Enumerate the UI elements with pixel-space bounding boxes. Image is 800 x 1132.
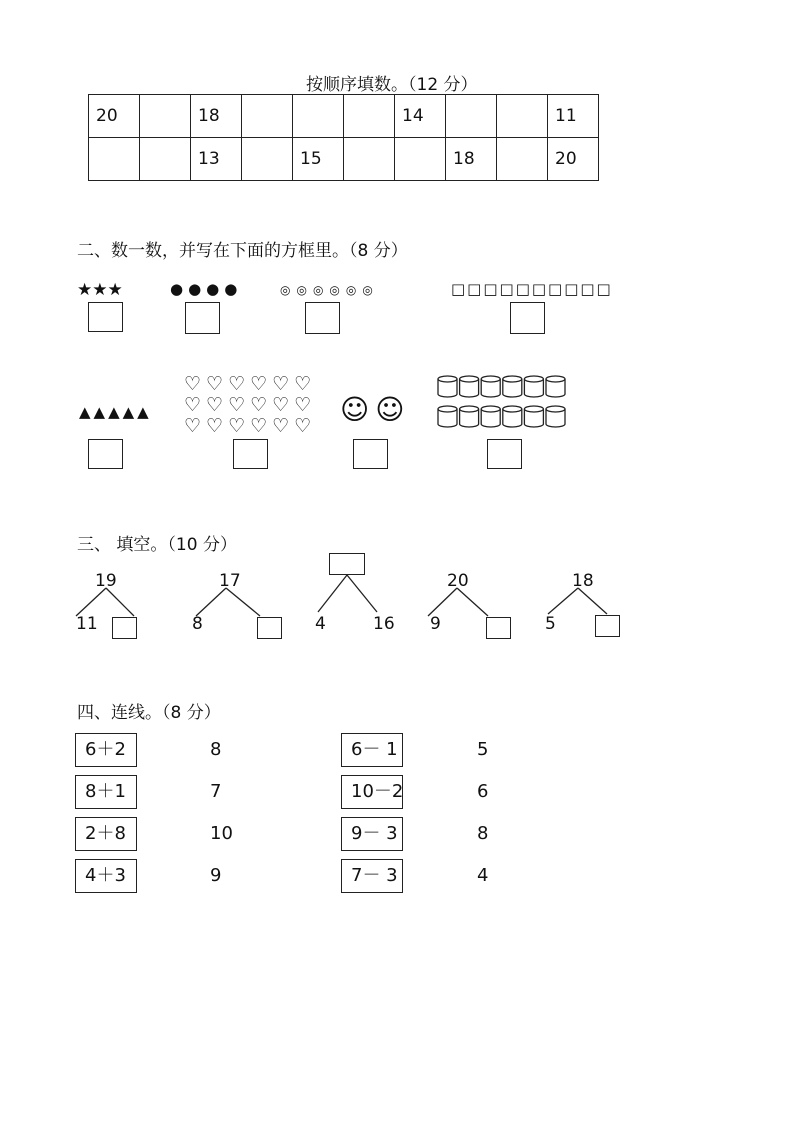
table-cell[interactable] [446, 95, 497, 138]
answer-box[interactable] [353, 439, 388, 469]
expression-box[interactable]: 7－ 3 [341, 859, 403, 893]
expression-box[interactable]: 8＋1 [75, 775, 137, 809]
table-cell[interactable] [344, 95, 395, 138]
cylinder-icon [460, 376, 479, 382]
bond-top-number: 17 [219, 571, 241, 591]
hearts-icon: ♡♡♡♡♡♡ ♡♡♡♡♡♡ ♡♡♡♡♡♡ [184, 373, 317, 437]
cylinder-icon [546, 379, 565, 397]
table-cell: 15 [293, 138, 344, 181]
triangles-icon: ▲▲▲▲▲ [79, 403, 152, 421]
answer-number[interactable]: 4 [477, 865, 489, 886]
table-cell: 11 [548, 95, 599, 138]
table-cell: 20 [548, 138, 599, 181]
answer-number[interactable]: 8 [210, 739, 222, 760]
bond-top-number: 20 [447, 571, 469, 591]
cylinder-icon [524, 406, 543, 412]
table-cell[interactable] [344, 138, 395, 181]
bond-answer-box[interactable] [486, 617, 511, 639]
dots-icon: ●●●● [170, 280, 243, 298]
answer-number[interactable]: 8 [477, 823, 489, 844]
table-cell[interactable] [293, 95, 344, 138]
cylinder-icon [503, 376, 522, 382]
bond-left-number: 9 [430, 614, 441, 634]
answer-box[interactable] [88, 302, 123, 332]
cylinder-icon [438, 409, 457, 427]
expression-box[interactable]: 9－ 3 [341, 817, 403, 851]
table-cell[interactable] [89, 138, 140, 181]
table-cell[interactable] [497, 95, 548, 138]
answer-number[interactable]: 7 [210, 781, 222, 802]
section1-title: 按顺序填数。（12 分） [306, 75, 478, 95]
table-cell: 18 [446, 138, 497, 181]
cylinder-icon [546, 376, 565, 382]
answer-box[interactable] [487, 439, 522, 469]
answer-box[interactable] [510, 302, 545, 334]
table-cell[interactable] [497, 138, 548, 181]
answer-number[interactable]: 6 [477, 781, 489, 802]
answer-number[interactable]: 5 [477, 739, 489, 760]
cylinder-icon [438, 379, 457, 397]
answer-box[interactable] [185, 302, 220, 334]
cylinder-icon [503, 406, 522, 412]
table-cell: 14 [395, 95, 446, 138]
bond-top-number: 19 [95, 571, 117, 591]
bond-right-number: 16 [373, 614, 395, 634]
bond-answer-box[interactable] [329, 553, 365, 575]
cylinder-icon [481, 379, 500, 397]
expression-box[interactable]: 2＋8 [75, 817, 137, 851]
bond-left-number: 11 [76, 614, 98, 634]
cylinder-icon [546, 406, 565, 412]
answer-number[interactable]: 10 [210, 823, 233, 844]
expression-box[interactable]: 6－ 1 [341, 733, 403, 767]
cylinder-icon [481, 409, 500, 427]
cylinder-icon [524, 409, 543, 427]
section2-title: 二、数一数，并写在下面的方框里。（8 分） [77, 241, 408, 261]
table-cell[interactable] [242, 95, 293, 138]
bond-answer-box[interactable] [257, 617, 282, 639]
cylinder-icon [524, 379, 543, 397]
cylinder-icon [460, 409, 479, 427]
table-cell: 20 [89, 95, 140, 138]
bond-answer-box[interactable] [595, 615, 620, 637]
expression-box[interactable]: 6＋2 [75, 733, 137, 767]
bond-left-number: 8 [192, 614, 203, 634]
squares-icon: □□□□□□□□□□ [451, 280, 613, 298]
bond-answer-box[interactable] [112, 617, 137, 639]
table-cell: 13 [191, 138, 242, 181]
circles-icon: ◎◎◎◎◎◎ [280, 283, 379, 297]
answer-box[interactable] [233, 439, 268, 469]
stars-icon: ★★★ [77, 280, 123, 300]
table-cell[interactable] [140, 138, 191, 181]
bond-left-number: 4 [315, 614, 326, 634]
table-cell[interactable] [242, 138, 293, 181]
sequence-table [88, 94, 599, 181]
cylinder-icon [481, 406, 500, 412]
cylinder-icon [438, 376, 457, 382]
section4-title: 四、连线。（8 分） [77, 703, 221, 723]
cylinder-icon [460, 379, 479, 397]
bond-left-number: 5 [545, 614, 556, 634]
section3-title: 三、 填空。（10 分） [77, 535, 237, 555]
table-cell: 18 [191, 95, 242, 138]
cylinder-icon [503, 409, 522, 427]
table-cell[interactable] [395, 138, 446, 181]
cylinder-icon [481, 376, 500, 382]
table-row [89, 95, 599, 138]
answer-number[interactable]: 9 [210, 865, 222, 886]
table-cell[interactable] [140, 95, 191, 138]
table-row [89, 138, 599, 181]
cylinder-icon [546, 409, 565, 427]
cylinder-icon [438, 406, 457, 412]
answer-box[interactable] [305, 302, 340, 334]
smiley-icon: ☺☺ [340, 393, 411, 426]
cylinder-icon [524, 376, 543, 382]
expression-box[interactable]: 10－2 [341, 775, 403, 809]
expression-box[interactable]: 4＋3 [75, 859, 137, 893]
bond-top-number: 18 [572, 571, 594, 591]
cylinder-icon [503, 379, 522, 397]
answer-box[interactable] [88, 439, 123, 469]
cylinder-icon [460, 406, 479, 412]
